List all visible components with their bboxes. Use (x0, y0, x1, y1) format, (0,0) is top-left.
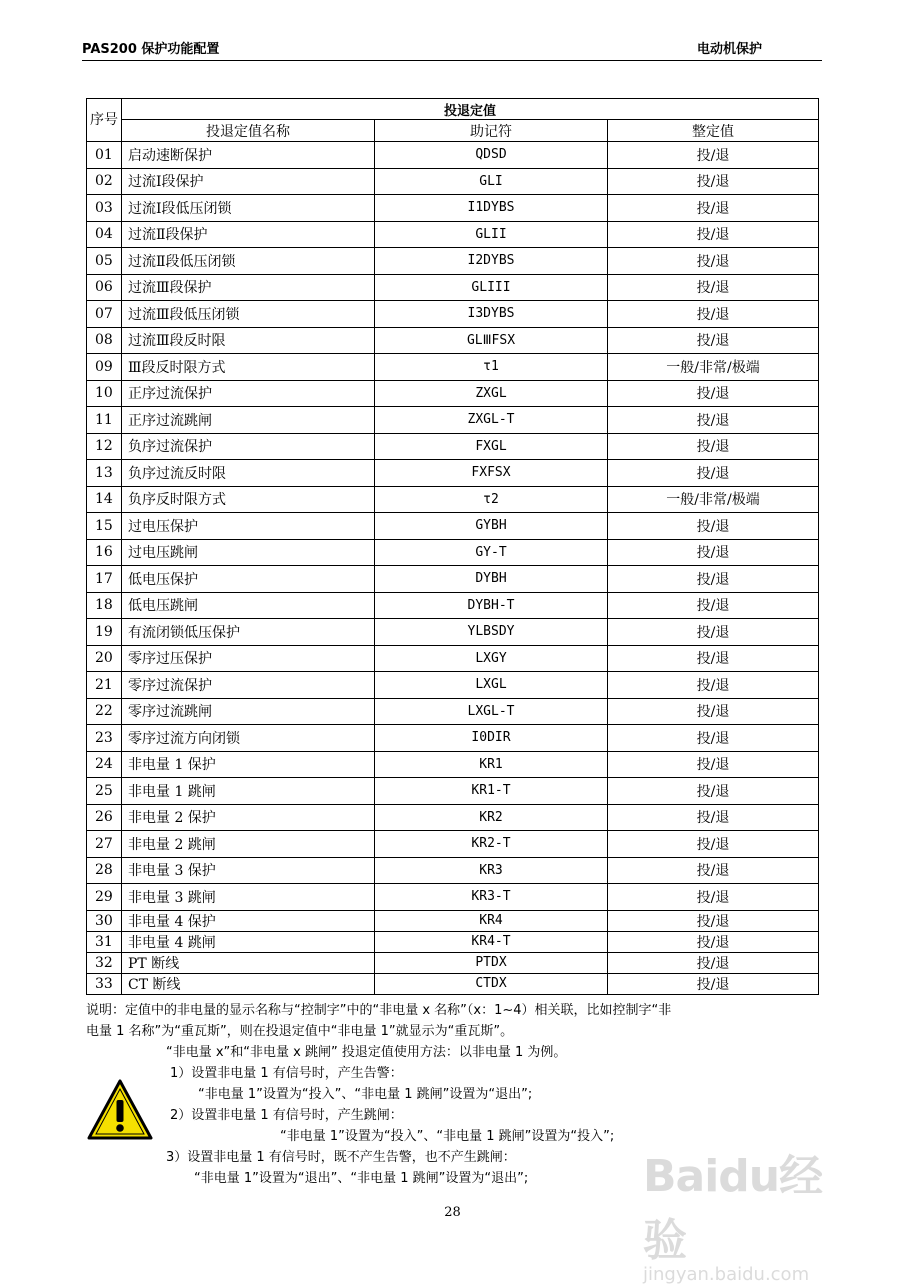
table-title: 投退定值 (122, 99, 819, 120)
watermark-url: jingyan.baidu.com (643, 1264, 810, 1285)
row-name: 零序过流方向闭锁 (122, 725, 375, 752)
table-row (87, 910, 819, 931)
row-code: GLII (375, 221, 608, 248)
row-number: 20 (87, 645, 122, 672)
row-number: 16 (87, 539, 122, 566)
table-row (87, 168, 819, 195)
table-row (87, 751, 819, 778)
row-value: 投/退 (608, 952, 819, 973)
row-number: 26 (87, 804, 122, 831)
row-name: 低电压跳闸 (122, 592, 375, 619)
row-value: 投/退 (608, 857, 819, 884)
row-value: 投/退 (608, 778, 819, 805)
row-number: 25 (87, 778, 122, 805)
note-line: “非电量 x”和“非电量 x 跳闸” 投退定值使用方法：以非电量 1 为例。 (166, 1045, 567, 1060)
row-name: 零序过流跳闸 (122, 698, 375, 725)
row-number: 33 (87, 973, 122, 994)
row-name: 非电量 2 跳闸 (122, 831, 375, 858)
warning-icon (86, 1078, 154, 1142)
table-row (87, 433, 819, 460)
row-value: 投/退 (608, 433, 819, 460)
row-number: 02 (87, 168, 122, 195)
row-value: 投/退 (608, 910, 819, 931)
row-code: KR2 (375, 804, 608, 831)
header-doc-title: PAS200 保护功能配置 (82, 42, 220, 57)
column-header-name: 投退定值名称 (122, 120, 375, 142)
row-code: KR4 (375, 910, 608, 931)
table-row (87, 354, 819, 381)
row-value: 投/退 (608, 698, 819, 725)
table-row (87, 619, 819, 646)
row-code: KR3 (375, 857, 608, 884)
row-number: 08 (87, 327, 122, 354)
row-code: τ1 (375, 354, 608, 381)
note-line: “非电量 1”设置为“投入”、“非电量 1 跳闸”设置为“投入”; (280, 1129, 615, 1144)
row-number: 21 (87, 672, 122, 699)
row-name: 非电量 4 跳闸 (122, 931, 375, 952)
table-row (87, 831, 819, 858)
row-name: 过流Ⅲ段保护 (122, 274, 375, 301)
table-row (87, 460, 819, 487)
row-code: GLIII (375, 274, 608, 301)
page-number: 28 (444, 1205, 461, 1220)
row-number: 10 (87, 380, 122, 407)
row-number: 04 (87, 221, 122, 248)
row-number: 31 (87, 931, 122, 952)
row-code: DYBH-T (375, 592, 608, 619)
row-value: 投/退 (608, 645, 819, 672)
table-row (87, 380, 819, 407)
row-name: 低电压保护 (122, 566, 375, 593)
row-number: 28 (87, 857, 122, 884)
row-name: 过流Ⅱ段低压闭锁 (122, 248, 375, 275)
row-name: 负序过流保护 (122, 433, 375, 460)
row-value: 投/退 (608, 592, 819, 619)
table-row (87, 698, 819, 725)
row-code: τ2 (375, 486, 608, 513)
baidu-watermark (643, 1140, 863, 1285)
table-row (87, 725, 819, 752)
row-code: I3DYBS (375, 301, 608, 328)
row-value: 投/退 (608, 221, 819, 248)
row-name: 非电量 4 保护 (122, 910, 375, 931)
row-code: FXFSX (375, 460, 608, 487)
row-code: GY-T (375, 539, 608, 566)
row-value: 投/退 (608, 513, 819, 540)
row-number: 01 (87, 142, 122, 169)
row-code: KR1-T (375, 778, 608, 805)
table-row (87, 539, 819, 566)
table-row (87, 142, 819, 169)
row-value: 投/退 (608, 460, 819, 487)
note-line: 1）设置非电量 1 有信号时，产生告警： (170, 1066, 403, 1081)
table-row (87, 221, 819, 248)
row-number: 19 (87, 619, 122, 646)
table-row (87, 931, 819, 952)
row-name: PT 断线 (122, 952, 375, 973)
row-number: 13 (87, 460, 122, 487)
row-code: LXGL (375, 672, 608, 699)
row-number: 27 (87, 831, 122, 858)
row-value: 投/退 (608, 884, 819, 911)
row-value: 投/退 (608, 672, 819, 699)
table-row (87, 486, 819, 513)
table-row (87, 248, 819, 275)
row-value: 投/退 (608, 407, 819, 434)
row-code: LXGL-T (375, 698, 608, 725)
row-code: ZXGL (375, 380, 608, 407)
table-row (87, 973, 819, 994)
column-header-code: 助记符 (375, 120, 608, 142)
table-row (87, 952, 819, 973)
row-value: 投/退 (608, 804, 819, 831)
row-name: 有流闭锁低压保护 (122, 619, 375, 646)
row-number: 12 (87, 433, 122, 460)
table-row (87, 513, 819, 540)
header-section-title: 电动机保护 (696, 42, 762, 57)
row-name: 过流Ⅲ段低压闭锁 (122, 301, 375, 328)
row-name: 负序过流反时限 (122, 460, 375, 487)
row-name: 非电量 3 保护 (122, 857, 375, 884)
row-number: 18 (87, 592, 122, 619)
table-row (87, 857, 819, 884)
column-header-value: 整定值 (608, 120, 819, 142)
row-number: 15 (87, 513, 122, 540)
row-code: KR1 (375, 751, 608, 778)
row-code: GLI (375, 168, 608, 195)
row-value: 一般/非常/极端 (608, 486, 819, 513)
row-code: FXGL (375, 433, 608, 460)
table-row (87, 672, 819, 699)
row-name: 非电量 3 跳闸 (122, 884, 375, 911)
settings-table (86, 98, 819, 995)
row-name: 过流Ⅲ段反时限 (122, 327, 375, 354)
row-name: 启动速断保护 (122, 142, 375, 169)
row-value: 投/退 (608, 619, 819, 646)
row-code: CTDX (375, 973, 608, 994)
table-row (87, 274, 819, 301)
row-number: 09 (87, 354, 122, 381)
note-line: “非电量 1”设置为“退出”、“非电量 1 跳闸”设置为“退出”; (194, 1171, 529, 1186)
table-row (87, 301, 819, 328)
row-code: GYBH (375, 513, 608, 540)
row-number: 07 (87, 301, 122, 328)
row-name: Ⅲ段反时限方式 (122, 354, 375, 381)
row-number: 29 (87, 884, 122, 911)
table-row (87, 327, 819, 354)
row-number: 14 (87, 486, 122, 513)
row-value: 投/退 (608, 751, 819, 778)
note-line: 3）设置非电量 1 有信号时，既不产生告警，也不产生跳闸： (166, 1150, 516, 1165)
row-code: LXGY (375, 645, 608, 672)
note-line: 2）设置非电量 1 有信号时，产生跳闸： (170, 1108, 403, 1123)
row-value: 投/退 (608, 725, 819, 752)
row-code: ZXGL-T (375, 407, 608, 434)
row-value: 投/退 (608, 195, 819, 222)
row-number: 32 (87, 952, 122, 973)
table-row (87, 778, 819, 805)
row-code: I2DYBS (375, 248, 608, 275)
row-name: 过电压保护 (122, 513, 375, 540)
header-divider (82, 60, 822, 61)
row-code: KR2-T (375, 831, 608, 858)
row-value: 投/退 (608, 380, 819, 407)
row-name: 零序过流保护 (122, 672, 375, 699)
row-value: 投/退 (608, 566, 819, 593)
row-value: 投/退 (608, 248, 819, 275)
table-row (87, 645, 819, 672)
row-name: 过流Ⅰ段低压闭锁 (122, 195, 375, 222)
row-value: 投/退 (608, 973, 819, 994)
row-name: 过电压跳闸 (122, 539, 375, 566)
seq-header: 序号 (87, 99, 122, 142)
row-code: PTDX (375, 952, 608, 973)
row-name: 非电量 1 跳闸 (122, 778, 375, 805)
row-number: 06 (87, 274, 122, 301)
row-value: 投/退 (608, 274, 819, 301)
note-line: 说明：定值中的非电量的显示名称与“控制字”中的“非电量 x 名称”（x：1~4）相关联，比如控制字“非 (86, 1003, 672, 1018)
table-row (87, 566, 819, 593)
row-code: I0DIR (375, 725, 608, 752)
table-row (87, 592, 819, 619)
note-line: “非电量 1”设置为“投入”、“非电量 1 跳闸”设置为“退出”; (198, 1087, 533, 1102)
row-number: 30 (87, 910, 122, 931)
row-number: 17 (87, 566, 122, 593)
row-name: CT 断线 (122, 973, 375, 994)
row-name: 零序过压保护 (122, 645, 375, 672)
row-value: 投/退 (608, 327, 819, 354)
table-row (87, 804, 819, 831)
row-number: 11 (87, 407, 122, 434)
row-value: 一般/非常/极端 (608, 354, 819, 381)
table-row (87, 407, 819, 434)
row-name: 非电量 1 保护 (122, 751, 375, 778)
row-name: 正序过流跳闸 (122, 407, 375, 434)
watermark-logo: Baidu经验 (643, 1151, 823, 1266)
row-name: 非电量 2 保护 (122, 804, 375, 831)
table-row (87, 884, 819, 911)
page-header (82, 36, 822, 58)
row-value: 投/退 (608, 931, 819, 952)
row-number: 05 (87, 248, 122, 275)
row-value: 投/退 (608, 539, 819, 566)
row-name: 正序过流保护 (122, 380, 375, 407)
row-code: YLBSDY (375, 619, 608, 646)
row-name: 过流Ⅱ段保护 (122, 221, 375, 248)
row-number: 22 (87, 698, 122, 725)
row-value: 投/退 (608, 168, 819, 195)
row-code: KR4-T (375, 931, 608, 952)
row-value: 投/退 (608, 831, 819, 858)
table-row (87, 195, 819, 222)
row-name: 负序反时限方式 (122, 486, 375, 513)
table-body (87, 142, 819, 995)
row-code: GLⅢFSX (375, 327, 608, 354)
row-code: I1DYBS (375, 195, 608, 222)
row-code: QDSD (375, 142, 608, 169)
row-number: 03 (87, 195, 122, 222)
row-number: 24 (87, 751, 122, 778)
row-value: 投/退 (608, 142, 819, 169)
row-name: 过流Ⅰ段保护 (122, 168, 375, 195)
note-line: 电量 1 名称”为“重瓦斯”，则在投退定值中“非电量 1”就显示为“重瓦斯”。 (86, 1024, 514, 1039)
row-code: DYBH (375, 566, 608, 593)
row-code: KR3-T (375, 884, 608, 911)
row-value: 投/退 (608, 301, 819, 328)
row-number: 23 (87, 725, 122, 752)
